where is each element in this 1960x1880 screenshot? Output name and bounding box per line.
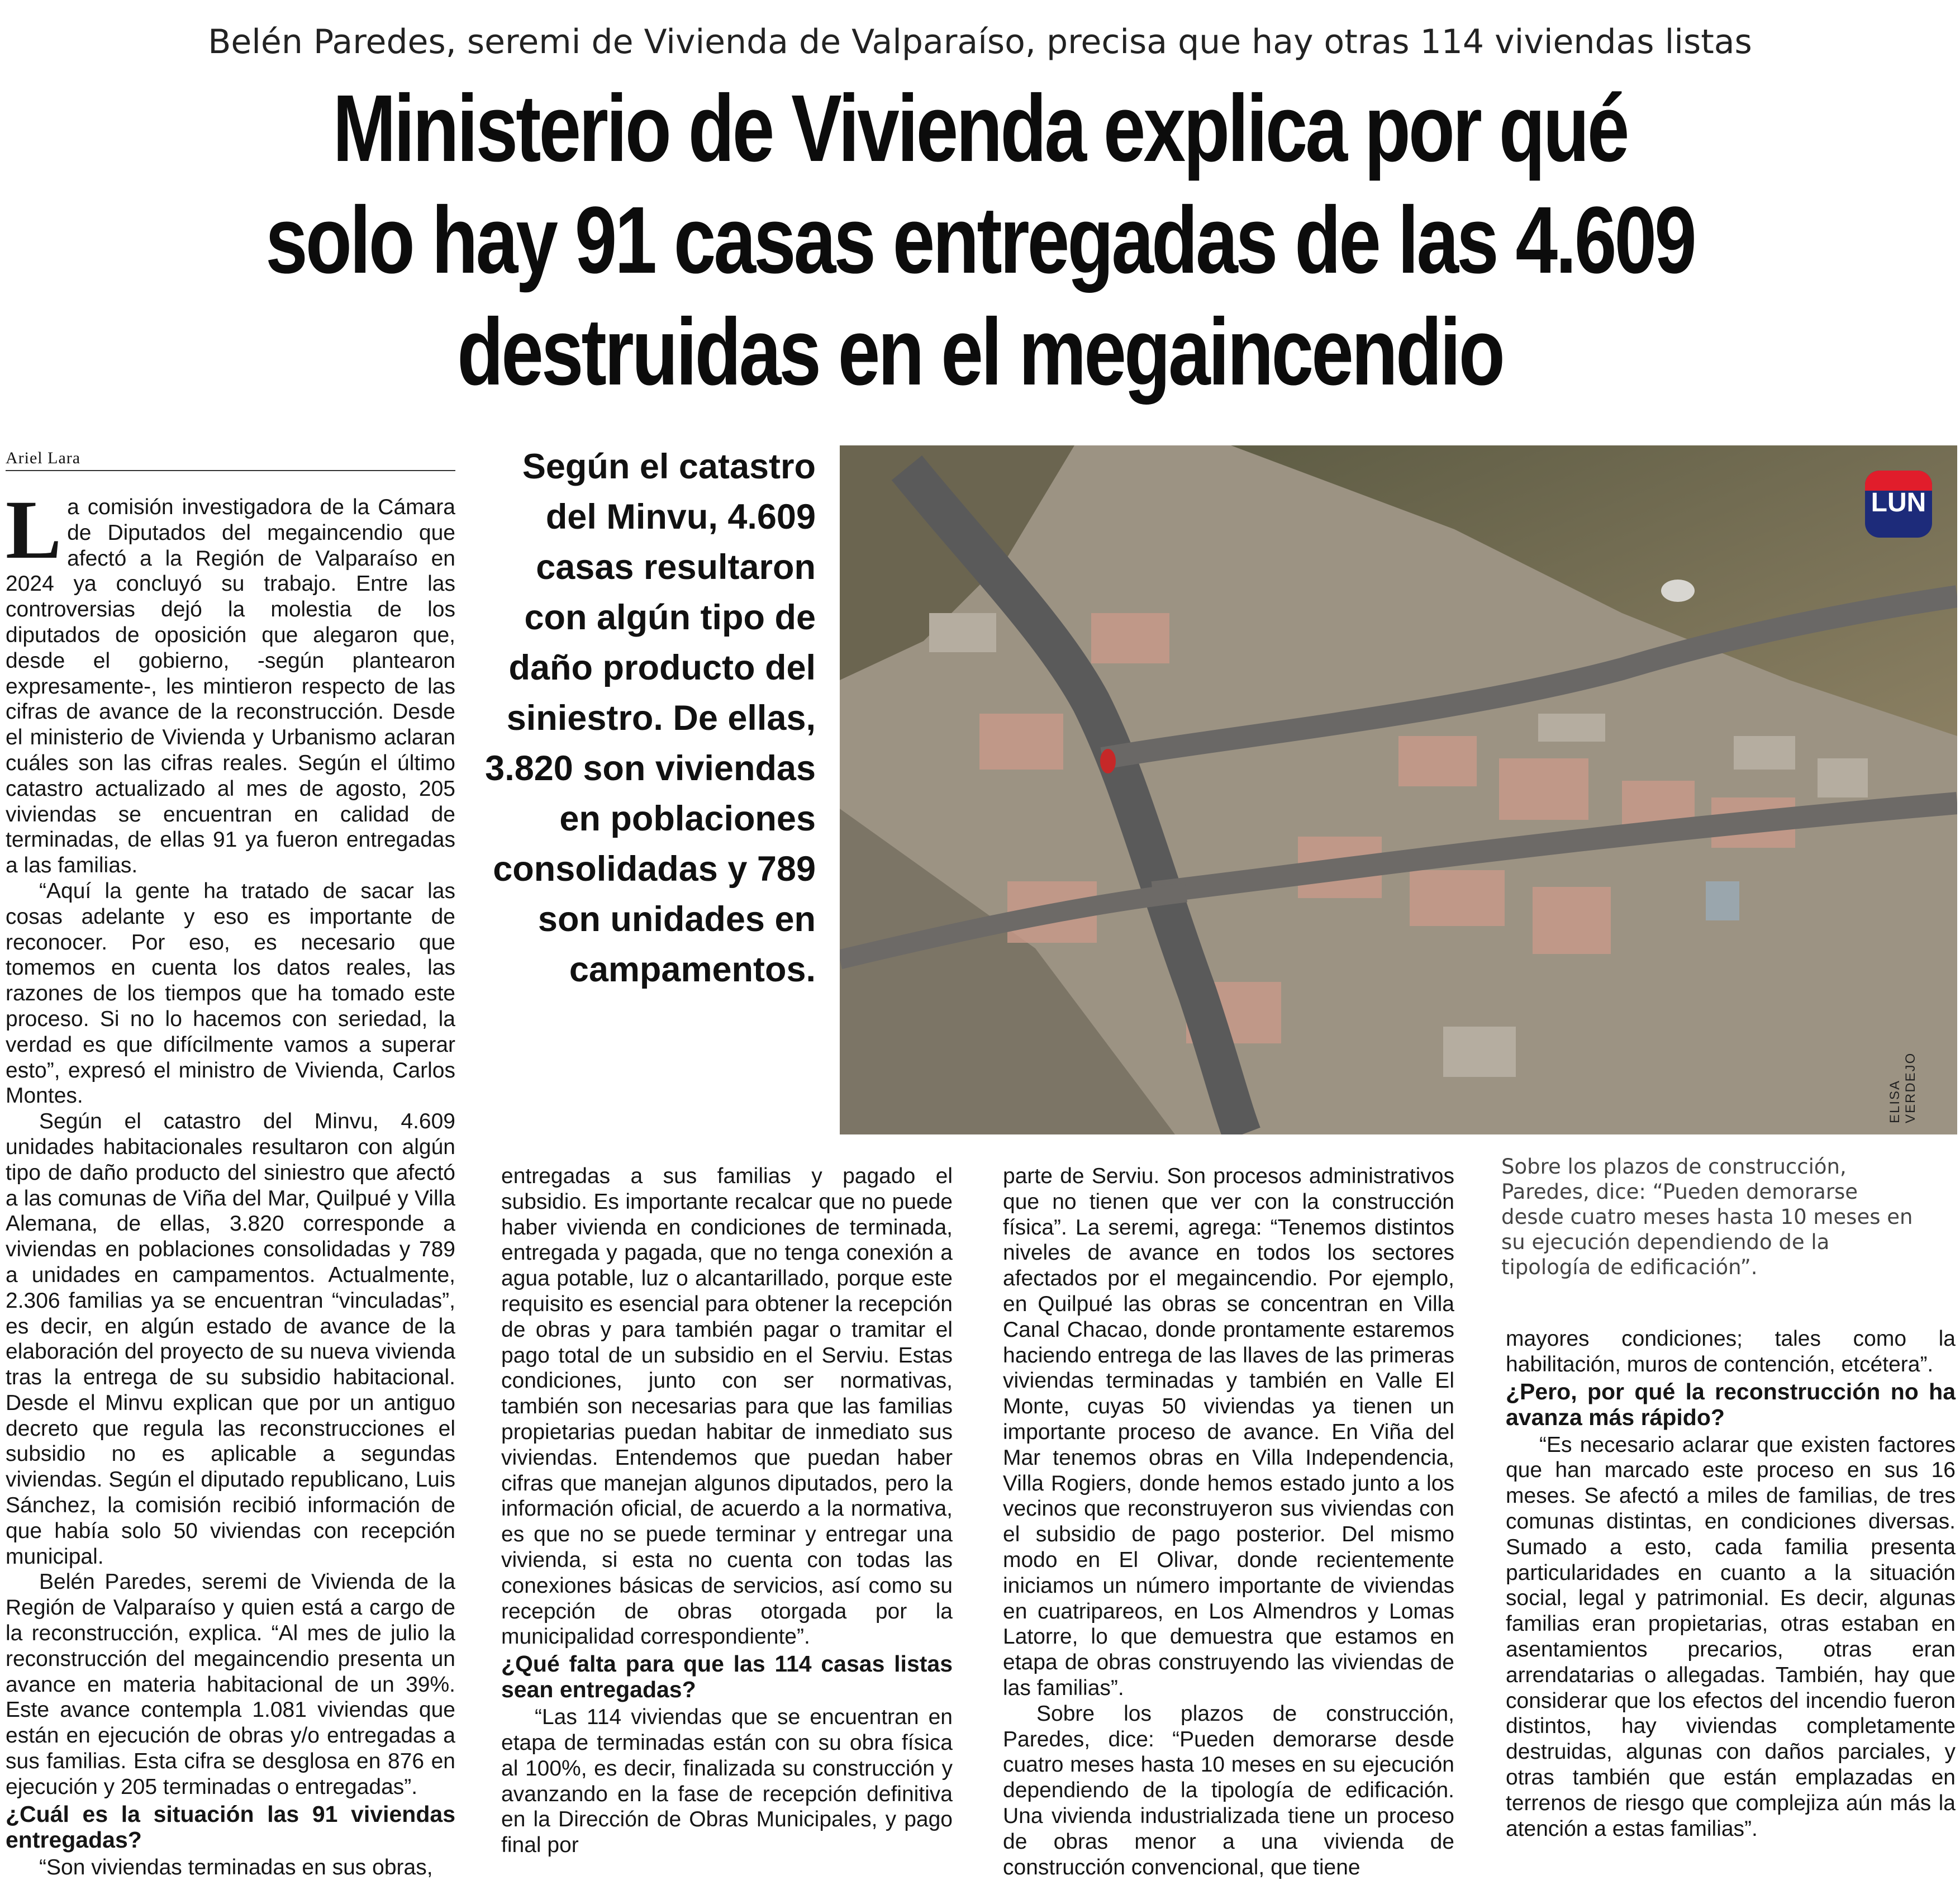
subheading: ¿Cuál es la situación las 91 viviendas entregadas? [6,1801,455,1853]
paragraph: parte de Serviu. Son procesos administrativos que no tienen que ver con la construcción física”. La seremi, agrega: “Tenemos distintos niveles de avance en todos los sectores afectados por el megaincendio. Por ejemplo, en Quilpué las obras se concentran en Villa Canal Chacao, donde prontamente estaremos haciendo entrega de las llaves de las primeras viviendas terminadas y también en Valle El Monte, cuyas 50 viviendas ya tienen un importante proceso de avance. En Viña del Mar tenemos obras en Villa Independencia, Villa Rogiers, donde hemos estado junto a los vecinos que reconstruyeron sus viviendas con el subsidio de pago posterior. Del mismo modo en El Olivar, donde recientemente iniciamos un número importante de viviendas en cuatripareos, en Los Almendros y Lomas Latorre, lo que demuestra que estamos en etapa de obras construyendo las viviendas de las familias”. [1003,1164,1454,1700]
paragraph: La comisión investigadora de la Cámara de Diputados del megaincendio que afectó a la Región de Valparaíso en 2024 ya concluyó su trabajo. Entre las controversias dejó la molestia de los diputados de oposición que alegaron que, desde el gobierno, -según plantearon expresamente-, les mintieron respecto de las cifras de avance de la reconstrucción. Desde el ministerio de Vivienda y Urbanismo aclaran cuáles son las cifras reales. Según el último catastro actualizado al mes de agosto, 205 viviendas se encuentran en calidad de terminadas, de ellas 91 ya fueron entregadas a las familias. [6,483,455,878]
paragraph: “Aquí la gente ha tratado de sacar las cosas adelante y eso es importante de reconocer. Por eso, es necesario que tomemos en cuenta los datos reales, las razones de los tiempos que ha tomado este proceso. Si no lo hacemos con seriedad, la verdad es que difícilmente vamos a superar esto”, expresó el ministro de Vivienda, Carlos Montes. [6,879,455,1108]
aerial-photo-illustration [840,445,1957,1134]
headline [214,73,1746,408]
kicker: Belén Paredes, seremi de Vivienda de Valparaíso, precisa que hay otras 114 viviendas listas [208,22,1752,61]
paragraph: Belén Paredes, seremi de Vivienda de la Región de Valparaíso y quien está a cargo de la reconstrucción, explica. “Al mes de julio la reconstrucción del megaincendio presenta un avance en materia habitacional de un 39%. Este avance contempla 1.081 viviendas que están en ejecución de obras y/o entregadas a sus familias. Esta cifra se desglosa en 876 en ejecución y 205 terminadas o entregadas”. [6,1570,455,1799]
paragraph: Según el catastro del Minvu, 4.609 unidades habitacionales resultaron con algún tipo de daño producto del siniestro que afectó a las comunas de Viña del Mar, Quilpué y Villa Alemana, de ellas, 3.820 corresponde a viviendas en poblaciones consolidadas y 789 a unidades en campamentos. Actualmente, 2.306 familias ya se encuentran “vinculadas”, es decir, en algún estado de avance de la elaboración del proyecto de su nueva vivienda tras la entrega de su subsidio habitacional. Desde el Minvu explican que por un antiguo decreto que regula las reconstrucciones el subsidio no es aplicable a segundas viviendas. Según el diputado republicano, Luis Sánchez, la comisión recibió información de que había solo 50 viviendas con recepción municipal. [6,1109,455,1569]
article-column-1 [6,483,455,1880]
paragraph: “Son viviendas terminadas en sus obras, [39,1855,433,1879]
subheading: ¿Pero, por qué la reconstrucción no ha avanza más rápido? [1506,1378,1956,1430]
headline-line-3: destruidas en el megaincendio [457,299,1503,405]
headline-line-2: solo hay 91 casas entregadas de las 4.609 [265,187,1695,293]
aerial-photo [840,445,1957,1134]
paragraph: “Las 114 viviendas que se encuentran en etapa de terminadas están con su obra física al 100%, es decir, finalizada su construcción y avanzando en la fase de recepción definitiva en la Dirección de Obras Municipales, y pago final por [501,1705,953,1858]
headline-line-1: Ministerio de Vivienda explica por qué [332,75,1628,182]
photo-caption: Sobre los plazos de construcción, Paredes, dice: “Pueden demorarse desde cuatro meses hasta 10 meses en su ejecución dependiendo de la tipología de edificación”. [1501,1155,1913,1279]
lun-logo: LUN [1865,471,1932,538]
subheading: ¿Qué falta para que las 114 casas listas sean entregadas? [501,1651,953,1703]
article-column-3 [1003,1164,1454,1880]
pull-quote: Según el catastro del Minvu, 4.609 casas resultaron con algún tipo de daño producto del siniestro. De ellas, 3.820 son viviendas en poblaciones consolidadas y 789 son unidades en campamentos. [485,447,816,989]
photo-credit: ELISA VERDEJO [1887,1052,1918,1123]
paragraph: entregadas a sus familias y pagado el subsidio. Es importante recalcar que no puede haber vivienda en condiciones de terminada, entregada y pagada, que no tenga conexión a agua potable, luz o alcantarillado, porque este requisito es esencial para obtener la recepción de obras y para también pagar o tramitar el pago total de un subsidio en el Serviu. Estas condiciones, junto con ser normativas, también son necesarias para que las familias propietarias puedan habitar de inmediato sus viviendas. Entendemos que puedan haber cifras que manejan algunos diputados, pero la información oficial, de acuerdo a la normativa, es que no se puede terminar y entregar una vivienda, si esta no cuenta con todas las conexiones básicas de servicios, así como su recepción de obras otorgada por la municipalidad correspondiente”. [501,1164,953,1649]
paragraph: “Es necesario aclarar que existen factores que han marcado este proceso en sus 16 meses. Se afectó a miles de familias, de tres comunas distintas, en condiciones diversas. Sumado a esto, cada familia presenta particularidades en cuanto a la situación social, legal y patrimonial. Es decir, algunas familias eran propietarias, otras estaban en asentamientos precarios, otras eran arrendatarias o allegadas. También, hay que considerar que los efectos del incendio fueron distintos, hay viviendas completamente destruidas, algunas con daños parciales, y otras también que están emplazadas en terrenos de riesgo que complejiza aún más la atención a estas familias”. [1506,1432,1956,1841]
article-column-4 [1506,1326,1956,1841]
drop-cap: L [6,483,62,576]
byline: Ariel Lara [6,449,455,471]
paragraph: Sobre los plazos de construcción, Paredes, dice: “Pueden demorarse desde cuatro meses hasta 10 meses en su ejecución dependiendo de la tipología de edificación. Una vivienda industrializada tiene un proceso de obras menor a una vivienda de construcción convencional, que tiene [1003,1701,1454,1879]
paragraph: mayores condiciones; tales como la habilitación, muros de contención, etcétera”. [1506,1327,1956,1376]
article-column-2 [501,1164,953,1858]
